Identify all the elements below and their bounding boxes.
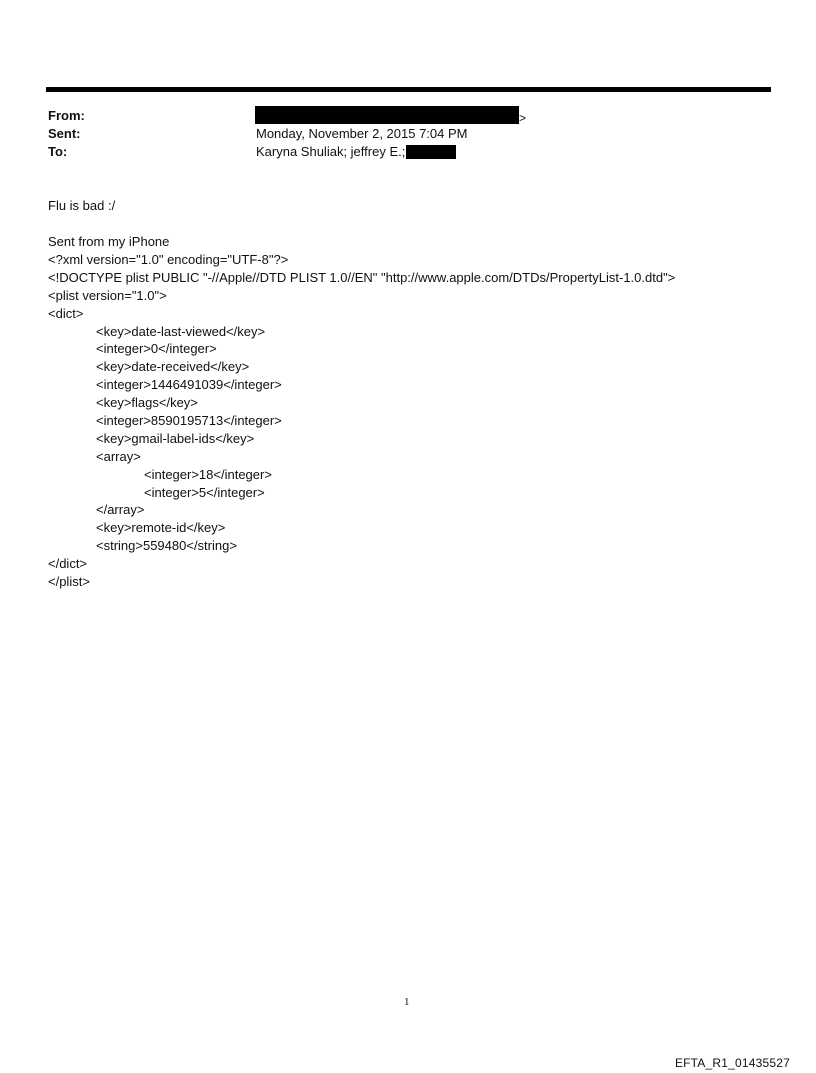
code-line: <integer>8590195713</integer> xyxy=(96,413,282,429)
code-line: <key>date-last-viewed</key> xyxy=(96,323,266,339)
signature-text: Sent from my iPhone xyxy=(48,234,170,249)
header-rule xyxy=(46,87,771,92)
code-line: <dict> xyxy=(48,305,84,321)
code-line: </array> xyxy=(96,502,145,518)
code-line: </plist> xyxy=(48,574,90,590)
code-line: </dict> xyxy=(48,556,88,572)
to-value: Karyna Shuliak; jeffrey E.; xyxy=(256,144,406,159)
bates-number: EFTA_R1_01435527 xyxy=(674,1056,790,1070)
from-label: From: xyxy=(48,108,85,123)
page-number: 1 xyxy=(404,996,410,1008)
redaction-bar-from xyxy=(255,106,519,124)
code-line: <!DOCTYPE plist PUBLIC "-//Apple//DTD PLIST 1.0//EN" "http://www.apple.com/DTDs/PropertyList-1.0.dtd"> xyxy=(48,269,676,285)
sent-label: Sent: xyxy=(48,126,81,141)
from-suffix: > xyxy=(519,111,527,125)
code-line: <key>gmail-label-ids</key> xyxy=(96,430,255,446)
code-line: <integer>0</integer> xyxy=(96,341,217,357)
code-line: <string>559480</string> xyxy=(96,538,237,554)
code-line: <array> xyxy=(96,448,141,464)
code-line: <integer>5</integer> xyxy=(144,484,265,500)
code-line: <key>date-received</key> xyxy=(96,359,250,375)
code-line: <integer>18</integer> xyxy=(144,466,272,482)
code-line: <key>remote-id</key> xyxy=(96,520,226,536)
redaction-bar-to xyxy=(406,145,456,159)
code-line: <?xml version="1.0" encoding="UTF-8"?> xyxy=(48,252,289,267)
code-line: <key>flags</key> xyxy=(96,395,198,411)
plist-code-block xyxy=(48,251,675,591)
code-line: <integer>1446491039</integer> xyxy=(96,377,282,393)
code-line: <plist version="1.0"> xyxy=(48,287,167,303)
message-text: Flu is bad :/ xyxy=(48,198,116,213)
to-label: To: xyxy=(48,144,68,159)
sent-value: Monday, November 2, 2015 7:04 PM xyxy=(256,126,468,141)
